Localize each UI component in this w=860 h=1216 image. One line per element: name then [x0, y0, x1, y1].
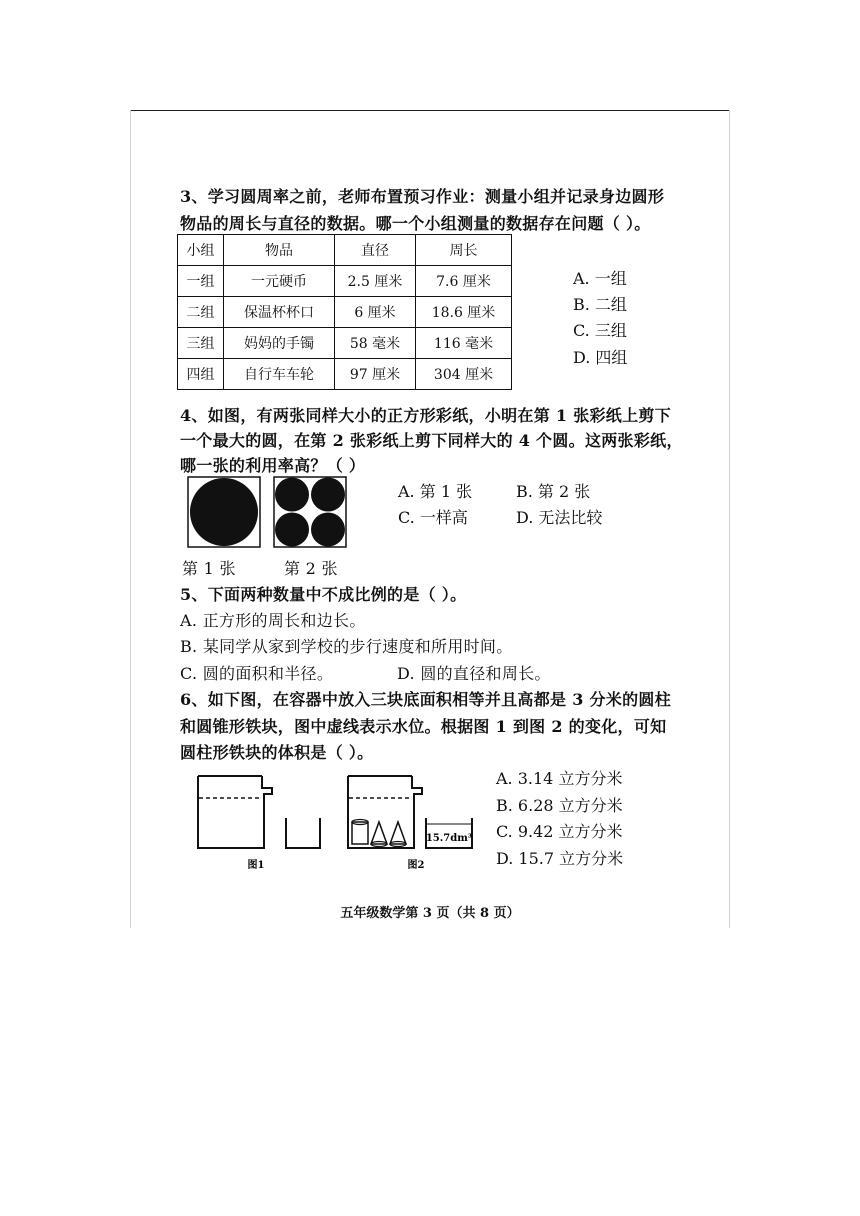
page-left-edge	[130, 110, 131, 928]
q6-text-line2: 和圆锥形铁块，图中虚线表示水位。根据图 1 到图 2 的变化，可知	[180, 717, 667, 736]
q4-option-d[interactable]: D. 无法比较	[516, 508, 603, 527]
table-cell: 自行车车轮	[224, 359, 335, 390]
table-row	[178, 359, 512, 390]
table-cell: 四组	[178, 359, 224, 390]
top-rule	[130, 110, 730, 111]
q4-text-line1: 4、如图，有两张同样大小的正方形彩纸，小明在第 1 张彩纸上剪下	[180, 406, 672, 425]
q6-text-line3: 圆柱形铁块的体积是（ ）。	[180, 743, 374, 762]
container-outline	[198, 776, 272, 848]
table-cell: 304 厘米	[416, 359, 512, 390]
page-footer: 五年级数学第 3 页（共 8 页）	[340, 906, 520, 921]
q3-option-a[interactable]: A. 一组	[573, 269, 627, 288]
table-header-cell: 物品	[224, 235, 335, 266]
q3-option-c[interactable]: C. 三组	[573, 321, 627, 340]
q5-option-a[interactable]: A. 正方形的周长和边长。	[180, 611, 366, 630]
q3-text-line2: 物品的周长与直径的数据。哪一个小组测量的数据存在问题（ ）。	[180, 214, 651, 233]
table-cell: 一组	[178, 266, 224, 297]
q4-text-line2: 一个最大的圆，在第 2 张彩纸上剪下同样大的 4 个圆。这两张彩纸，	[180, 431, 683, 450]
q3-data-table	[177, 234, 512, 390]
q6-option-a[interactable]: A. 3.14 立方分米	[496, 769, 623, 788]
q6-text-line1: 6、如下图，在容器中放入三块底面积相等并且高都是 3 分米的圆柱	[180, 690, 672, 709]
table-header-cell: 小组	[178, 235, 224, 266]
q4-option-b[interactable]: B. 第 2 张	[516, 482, 591, 501]
q5-option-d[interactable]: D. 圆的直径和周长。	[397, 664, 551, 683]
q4-text-line3: 哪一张的利用率高？（ ）	[180, 456, 366, 475]
large-circle	[190, 478, 258, 546]
table-cell: 二组	[178, 297, 224, 328]
table-cell: 97 厘米	[335, 359, 416, 390]
figure-2-label: 图2	[407, 860, 425, 871]
table-row	[178, 297, 512, 328]
figure-1-label: 图1	[247, 860, 265, 871]
page-right-edge	[729, 110, 730, 928]
table-cell: 妈妈的手镯	[224, 328, 335, 359]
q3-option-b[interactable]: B. 二组	[573, 295, 627, 314]
overflow-volume-label: 15.7dm³	[425, 833, 473, 844]
cylinder-block	[352, 822, 368, 844]
overflow-cup	[286, 818, 320, 848]
table-cell: 58 毫米	[335, 328, 416, 359]
q5-text: 5、下面两种数量中不成比例的是（ ）。	[180, 585, 467, 604]
q6-option-c[interactable]: C. 9.42 立方分米	[496, 822, 623, 841]
q4-paper1-figure	[187, 476, 261, 548]
table-row	[178, 328, 512, 359]
q4-option-c[interactable]: C. 一样高	[398, 508, 468, 527]
table-row	[178, 266, 512, 297]
small-circle	[275, 478, 309, 512]
q5-option-b[interactable]: B. 某同学从家到学校的步行速度和所用时间。	[180, 637, 513, 656]
cone-block	[390, 822, 406, 844]
q6-figure-2	[346, 774, 476, 874]
q4-caption-2: 第 2 张	[284, 559, 338, 578]
table-cell: 三组	[178, 328, 224, 359]
small-circle	[275, 513, 309, 547]
table-cell: 2.5 厘米	[335, 266, 416, 297]
small-circle	[311, 478, 345, 512]
table-header-cell: 直径	[335, 235, 416, 266]
q4-paper2-figure	[273, 476, 347, 548]
table-header-cell: 周长	[416, 235, 512, 266]
q6-option-b[interactable]: B. 6.28 立方分米	[496, 796, 623, 815]
q6-figure-1	[196, 774, 326, 874]
q6-option-d[interactable]: D. 15.7 立方分米	[496, 849, 624, 868]
table-cell: 6 厘米	[335, 297, 416, 328]
q5-option-c[interactable]: C. 圆的面积和半径。	[180, 664, 334, 683]
q4-option-a[interactable]: A. 第 1 张	[398, 482, 473, 501]
table-cell: 保温杯杯口	[224, 297, 335, 328]
q3-option-d[interactable]: D. 四组	[573, 348, 628, 367]
table-cell: 7.6 厘米	[416, 266, 512, 297]
table-cell: 18.6 厘米	[416, 297, 512, 328]
table-cell: 一元硬币	[224, 266, 335, 297]
cone-block	[371, 822, 387, 844]
small-circle	[311, 513, 345, 547]
table-header-row	[178, 235, 512, 266]
table-cell: 116 毫米	[416, 328, 512, 359]
q4-caption-1: 第 1 张	[182, 559, 236, 578]
q3-text-line1: 3、学习圆周率之前，老师布置预习作业：测量小组并记录身边圆形	[180, 187, 665, 206]
